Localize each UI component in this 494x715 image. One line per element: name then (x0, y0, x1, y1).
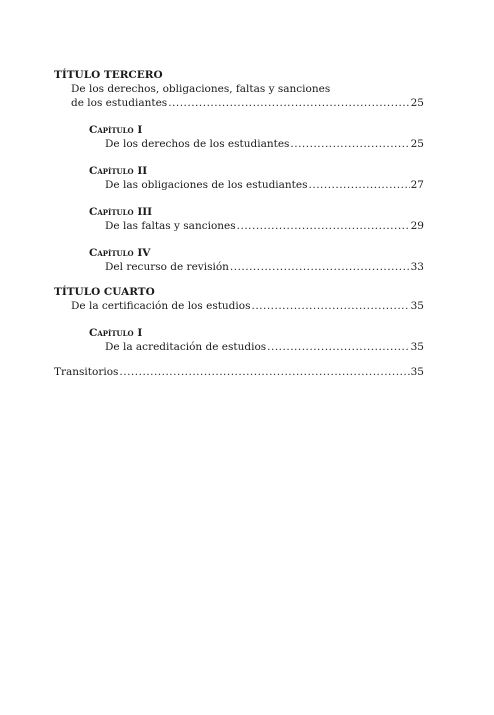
toc-entry-label: De la acreditación de estudios (105, 341, 267, 353)
dot-leader (237, 219, 410, 233)
toc-entry-titulo-cuarto (54, 299, 424, 313)
titulo-cuarto-heading: TÍTULO CUARTO (54, 286, 155, 298)
capitulo-heading: Capítulo III (89, 206, 153, 218)
toc-entry (54, 219, 424, 233)
toc-entry-label: Del recurso de revisión (105, 261, 229, 273)
page-number: 29 (410, 220, 424, 232)
dot-leader (290, 137, 409, 151)
page-number: 25 (410, 97, 424, 109)
dot-leader (251, 299, 409, 313)
toc-entry (54, 260, 424, 274)
dot-leader (309, 178, 410, 192)
toc-entry (54, 137, 424, 151)
titulo-tercero-desc-line1: De los derechos, obligaciones, faltas y sanciones (71, 83, 331, 95)
toc-entry-label: de los estudiantes (71, 97, 168, 109)
toc-entry-label: De la certificación de los estudios (71, 300, 251, 312)
toc-entry-label: De los derechos de los estudiantes (105, 138, 290, 150)
page-number: 25 (410, 138, 424, 150)
dot-leader (267, 340, 409, 354)
dot-leader (168, 96, 409, 110)
page-number: 35 (410, 341, 424, 353)
capitulo-heading: Capítulo IV (89, 247, 151, 259)
toc-entry-label: Transitorios (54, 366, 119, 378)
titulo-tercero-heading: TÍTULO TERCERO (54, 69, 163, 81)
capitulo-heading: Capítulo II (89, 165, 148, 177)
page-number: 33 (410, 261, 424, 273)
dot-leader (119, 365, 409, 379)
toc-entry-label: De las obligaciones de los estudiantes (105, 179, 308, 191)
page-number: 27 (410, 179, 424, 191)
toc-entry-label: De las faltas y sanciones (105, 220, 236, 232)
toc-entry-titulo-tercero (54, 96, 424, 110)
table-of-contents (54, 68, 424, 379)
capitulo-heading: Capítulo I (89, 327, 143, 339)
toc-entry-transitorios (54, 365, 424, 379)
toc-entry (54, 340, 424, 354)
toc-entry (54, 178, 424, 192)
page-number: 35 (410, 366, 424, 378)
capitulo-heading: Capítulo I (89, 124, 143, 136)
page-number: 35 (410, 300, 424, 312)
dot-leader (230, 260, 410, 274)
